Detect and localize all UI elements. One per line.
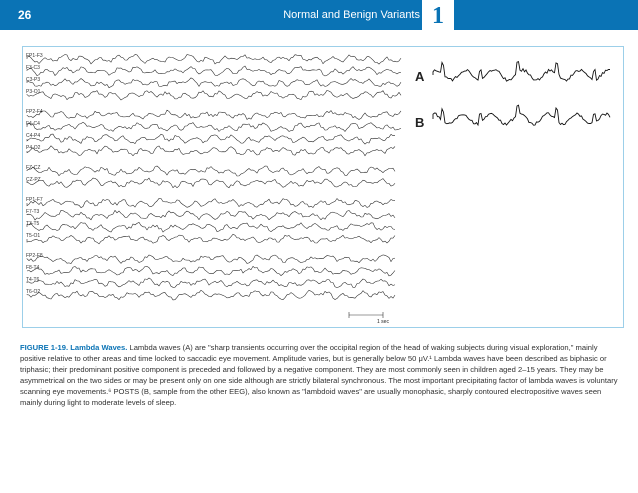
caption-text: Lambda waves (A) are "sharp transients occurring over the occipital region of the head of waking subjects during visual exploration," mainly positive relative to other areas and time locked to saccadic eye movement. Amplitude varies, but is generally below 50 μV.¹ Lambda waves have been described as biphasic or triphasic; their predominant positive component is preceded and followed by a negative component. They are most commonly seen in children aged 2–15 years. They may be asymmetrical on the two sides or may be present only on one side although are strictly bilateral synchronous. The most important precipitating factor of lambda waves is voluntary scanning eye movements.⁶ POSTS (B, sample from the other EEG), also known as "lambdoid waves" are usually monophasic, sharply contoured electropositive waves seen mainly during light to moderate levels of sleep. bbox=[20, 343, 618, 407]
channel-label: C3-P3 bbox=[26, 77, 41, 83]
eeg-channel-trace bbox=[27, 210, 395, 220]
page-header bbox=[0, 0, 638, 30]
channel-label: FP1-F3 bbox=[26, 53, 43, 59]
channel-label: T5-O1 bbox=[26, 233, 41, 239]
chapter-tab bbox=[422, 0, 454, 34]
eeg-channel-trace bbox=[27, 278, 395, 288]
channel-label: FP2-F4 bbox=[26, 109, 43, 115]
eeg-channel-trace bbox=[27, 134, 395, 144]
eeg-channel-trace bbox=[27, 222, 395, 232]
inset-panel bbox=[408, 57, 613, 137]
inset-label-a: A bbox=[415, 69, 425, 84]
eeg-channel-trace bbox=[27, 290, 395, 300]
eeg-figure bbox=[23, 47, 623, 327]
chapter-title: Normal and Benign Variants bbox=[283, 9, 420, 21]
eeg-channel-trace bbox=[27, 166, 395, 176]
eeg-channel-trace bbox=[27, 55, 401, 65]
eeg-channel-trace bbox=[27, 234, 395, 244]
channel-label: FZ-CZ bbox=[26, 165, 41, 171]
chapter-number: 1 bbox=[432, 3, 444, 29]
channel-label: F8-T4 bbox=[26, 265, 40, 271]
channel-label: FP2-F8 bbox=[26, 253, 43, 259]
eeg-channel-trace bbox=[27, 198, 395, 207]
channel-label: P4-O2 bbox=[26, 145, 41, 151]
channel-label: P3-O1 bbox=[26, 89, 41, 95]
scale-bar-label: 1 sec bbox=[377, 319, 389, 325]
channel-label: T4-T6 bbox=[26, 277, 40, 283]
eeg-traces bbox=[26, 53, 401, 300]
figure-caption bbox=[20, 342, 618, 408]
inset-background bbox=[408, 57, 613, 137]
channel-label: CZ-PZ bbox=[26, 177, 41, 183]
figure-frame bbox=[22, 46, 624, 328]
channel-label: T3-T5 bbox=[26, 221, 40, 227]
eeg-channel-trace bbox=[27, 78, 401, 88]
eeg-channel-trace bbox=[27, 110, 401, 119]
inset-label-b: B bbox=[415, 115, 425, 130]
eeg-channel-trace bbox=[27, 255, 395, 264]
eeg-channel-trace bbox=[27, 146, 395, 156]
scale-bar bbox=[349, 312, 389, 325]
eeg-channel-trace bbox=[27, 178, 395, 188]
channel-label: F3-C3 bbox=[26, 65, 40, 71]
channel-label: FP1-F7 bbox=[26, 197, 43, 203]
eeg-channel-trace bbox=[27, 66, 401, 76]
eeg-channel-trace bbox=[27, 122, 401, 131]
channel-label: F4-C4 bbox=[26, 121, 40, 127]
page-number: 26 bbox=[18, 8, 32, 22]
channel-label: C4-P4 bbox=[26, 133, 41, 139]
eeg-channel-trace bbox=[27, 90, 401, 100]
figure-title: Lambda Waves. bbox=[70, 343, 128, 352]
channel-label: T6-O2 bbox=[26, 289, 41, 295]
channel-label: F7-T3 bbox=[26, 209, 40, 215]
eeg-channel-trace bbox=[27, 266, 395, 276]
figure-label: FIGURE 1-19. bbox=[20, 343, 69, 352]
